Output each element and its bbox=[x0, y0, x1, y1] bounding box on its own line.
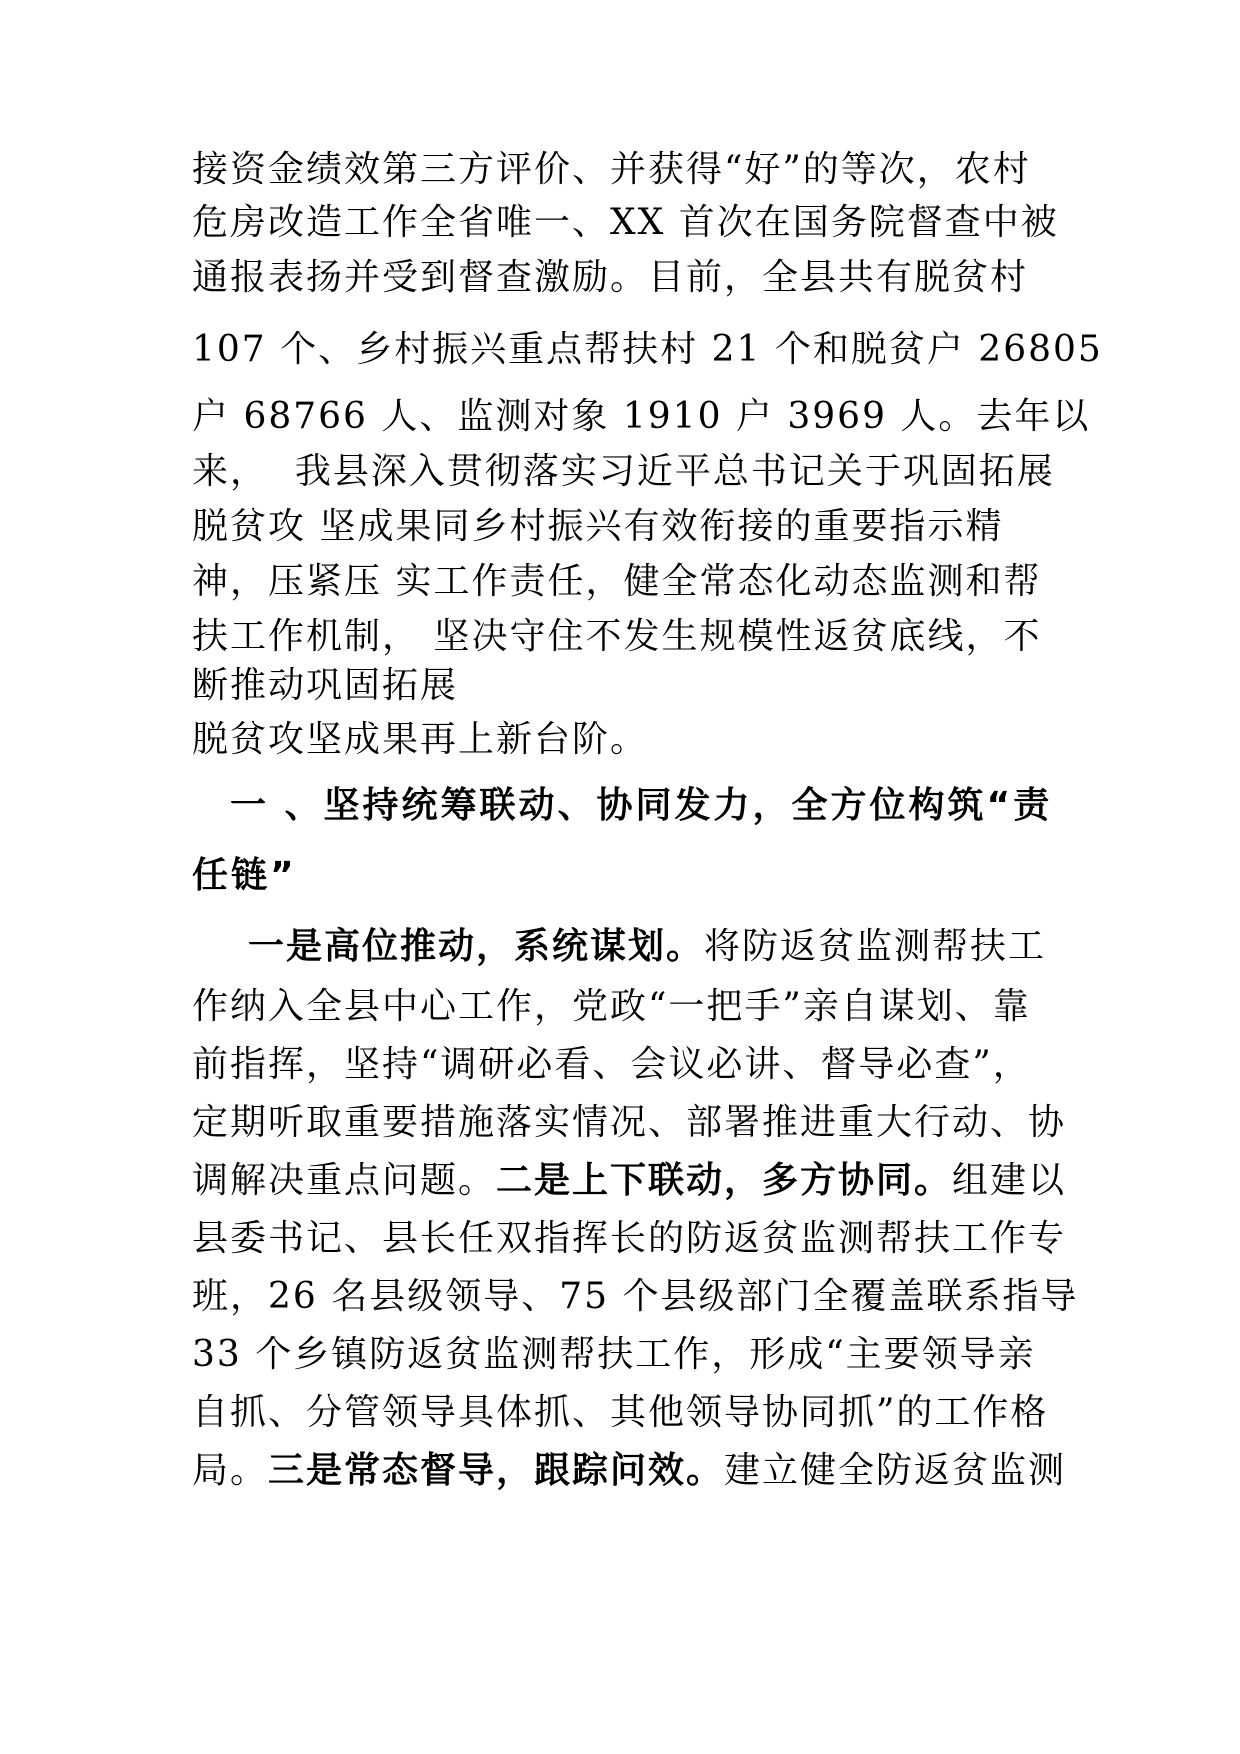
paragraph-text: 将防返贫监测帮扶工 bbox=[704, 926, 1047, 967]
paragraph-line: 户 68766 人、监测对象 1910 户 3969 人。去年以 bbox=[192, 396, 1091, 437]
paragraph-line: 来， 我县深入贯彻落实习近平总书记关于巩固拓展 bbox=[192, 451, 1055, 492]
bold-lead-phrase: 一是高位推动，系统谋划。 bbox=[248, 926, 705, 967]
paragraph-line: 前指挥，坚持“调研必看、会议必讲、督导必查”， bbox=[192, 1044, 1031, 1085]
paragraph-line bbox=[192, 1159, 1066, 1203]
paragraph-line bbox=[248, 925, 1046, 969]
paragraph-line: 危房改造工作全省唯一、XX 首次在国务院督查中被 bbox=[192, 202, 1059, 243]
paragraph-text: 组建以 bbox=[952, 1160, 1067, 1201]
paragraph-text: 调解决重点问题。 bbox=[192, 1160, 497, 1201]
paragraph-line bbox=[192, 1449, 1066, 1493]
paragraph-line: 接资金绩效第三方评价、并获得“好”的等次，农村 bbox=[192, 149, 1031, 190]
paragraph-line: 定期听取重要措施落实情况、部署推进重大行动、协 bbox=[192, 1102, 1067, 1143]
paragraph-line: 脱贫攻 坚成果同乡村振兴有效衔接的重要指示精 bbox=[192, 506, 1004, 547]
paragraph-text: 局。 bbox=[192, 1450, 269, 1491]
paragraph-text: 建立健全防返贫监测 bbox=[724, 1450, 1067, 1491]
bold-lead-phrase: 三是常态督导，跟踪问效。 bbox=[268, 1450, 725, 1491]
paragraph-line: 神，压紧压 实工作责任，健全常态化动态监测和帮 bbox=[192, 561, 1042, 602]
paragraph-line: 县委书记、县长任双指挥长的防返贫监测帮扶工作专 bbox=[192, 1218, 1067, 1259]
bold-lead-phrase: 二是上下联动，多方协同。 bbox=[496, 1160, 953, 1201]
paragraph-line: 断推动巩固拓展 bbox=[192, 665, 459, 706]
section-heading: 一 、坚持统筹联动、协同发力，全方位构筑“责 bbox=[230, 785, 1053, 826]
paragraph-line: 扶工作机制， 坚决守住不发生规模性返贫底线，不 bbox=[192, 616, 1042, 657]
paragraph-line: 33 个乡镇防返贫监测帮扶工作，形成“主要领导亲 bbox=[192, 1334, 1036, 1375]
paragraph-line: 通报表扬并受到督查激励。目前，全县共有脱贫村 bbox=[192, 257, 1029, 298]
section-heading-continued: 任链” bbox=[192, 855, 297, 896]
paragraph-line: 班，26 名县级领导、75 个县级部门全覆盖联系指导 bbox=[192, 1276, 1079, 1317]
paragraph-line: 作纳入全县中心工作，党政“一把手”亲自谋划、靠 bbox=[192, 986, 1031, 1027]
paragraph-line: 脱贫攻坚成果再上新台阶。 bbox=[192, 719, 649, 760]
paragraph-line: 107 个、乡村振兴重点帮扶村 21 个和脱贫户 26805 bbox=[192, 329, 1103, 370]
paragraph-line: 自抓、分管领导具体抓、其他领导协同抓”的工作格 bbox=[192, 1392, 1049, 1433]
